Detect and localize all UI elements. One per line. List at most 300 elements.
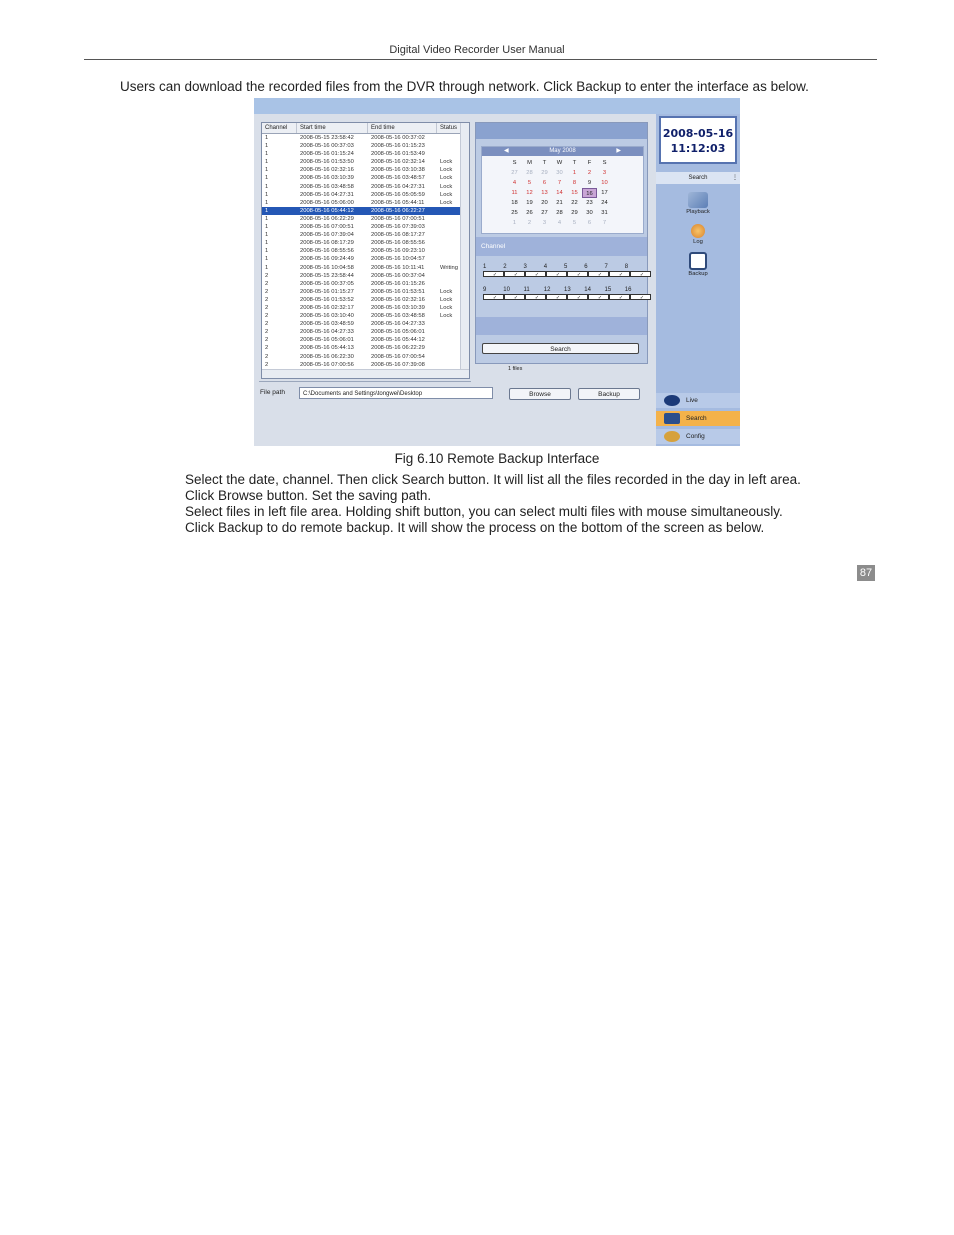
- table-row[interactable]: [262, 134, 469, 142]
- table-cell: 2: [265, 345, 269, 352]
- table-cell: [437, 361, 461, 369]
- table-cell: [437, 328, 461, 336]
- intro-paragraph: Users can download the recorded files from the DVR through network. Click Backup to enter the interface as below.: [120, 79, 809, 94]
- calendar-day[interactable]: 10: [601, 180, 608, 186]
- calendar-day[interactable]: 28: [556, 210, 563, 216]
- table-cell: 2008-05-16 07:39:04: [300, 232, 354, 239]
- log-label: Log: [693, 239, 703, 245]
- calendar-day[interactable]: 4: [512, 180, 517, 186]
- file-list-rows: [262, 134, 469, 369]
- table-row[interactable]: [262, 255, 469, 263]
- right-nav-panel: [656, 114, 740, 446]
- backup-button[interactable]: Backup: [578, 388, 640, 400]
- calendar-day[interactable]: 27: [511, 170, 518, 176]
- channel-checkbox[interactable]: ✓: [609, 294, 630, 300]
- calendar-day[interactable]: 2: [587, 170, 592, 176]
- table-cell: 2: [265, 288, 269, 295]
- table-cell: 2: [265, 272, 269, 279]
- table-cell: 1: [265, 135, 269, 141]
- table-cell: Lock: [440, 183, 453, 190]
- table-row[interactable]: [262, 174, 469, 182]
- table-cell: 2008-05-16 06:22:27: [371, 207, 425, 214]
- table-cell: 1: [265, 159, 269, 166]
- calendar-day[interactable]: 9: [587, 180, 592, 186]
- calendar-day[interactable]: 4: [557, 220, 562, 226]
- instruction-3: Select files in left file area. Holding shift button, you can select multi files with mouse simultaneously.: [185, 504, 783, 519]
- table-row[interactable]: [262, 264, 469, 272]
- table-cell: 2008-05-16 05:06:00: [300, 199, 354, 206]
- instruction-2: Click Browse button. Set the saving path.: [185, 488, 432, 503]
- channel-number: 4: [543, 264, 548, 270]
- right-search-tab[interactable]: [656, 172, 740, 184]
- channel-checkbox[interactable]: ✓: [567, 294, 588, 300]
- weekday-label: S: [602, 160, 607, 166]
- calendar-day[interactable]: 23: [586, 200, 593, 206]
- table-cell: 2008-05-16 02:32:16: [300, 167, 354, 174]
- file-list[interactable]: [261, 122, 470, 379]
- table-cell: [437, 353, 461, 361]
- search-button[interactable]: Search: [482, 343, 639, 354]
- channel-checkbox[interactable]: ✓: [504, 271, 525, 277]
- table-row[interactable]: [262, 223, 469, 231]
- calendar-day[interactable]: 22: [571, 200, 578, 206]
- instruction-4: Click Backup to do remote backup. It will show the process on the bottom of the screen as below.: [185, 520, 765, 535]
- table-row[interactable]: [262, 353, 469, 361]
- window-top-band: [254, 98, 740, 114]
- table-cell: 2008-05-16 03:48:59: [300, 321, 354, 328]
- column-header-end-time[interactable]: End time: [368, 123, 437, 133]
- table-cell: 2008-05-16 01:15:26: [371, 280, 425, 287]
- channel-checkbox-row: [480, 271, 645, 280]
- table-row[interactable]: [262, 239, 469, 247]
- table-cell: 1: [265, 256, 269, 263]
- channel-number: 3: [523, 264, 527, 270]
- channel-checkbox[interactable]: ✓: [546, 294, 567, 300]
- search-panel-header: [476, 123, 647, 139]
- table-row[interactable]: [262, 361, 469, 369]
- channel-number: 7: [604, 264, 608, 270]
- calendar-day[interactable]: 12: [526, 190, 533, 196]
- channel-checkbox[interactable]: ✓: [483, 271, 504, 277]
- channel-cell: [480, 294, 501, 303]
- table-row[interactable]: [262, 320, 469, 328]
- table-cell: Lock: [440, 167, 453, 174]
- table-cell: 2008-05-16 05:44:12: [371, 337, 425, 344]
- table-cell: 2: [265, 296, 269, 303]
- channel-cell: [522, 271, 543, 280]
- table-cell: 2008-05-16 01:15:24: [300, 151, 354, 158]
- search-icon: [664, 413, 680, 424]
- table-cell: 2008-05-16 08:55:56: [300, 248, 354, 255]
- table-cell: [437, 272, 461, 280]
- search-panel: [475, 122, 648, 364]
- table-cell: [437, 223, 461, 231]
- table-cell: [437, 320, 461, 328]
- table-cell: 2008-05-16 00:37:04: [371, 272, 425, 279]
- time-display: 11:12:03: [670, 142, 726, 155]
- column-header-channel[interactable]: Channel: [262, 123, 297, 133]
- calendar-day[interactable]: 6: [587, 220, 592, 226]
- table-cell: 1: [265, 215, 269, 222]
- table-cell: [437, 134, 461, 142]
- table-row[interactable]: [262, 199, 469, 207]
- search-band: [476, 317, 647, 335]
- calendar-month-bar: [482, 147, 643, 156]
- backup-item[interactable]: [656, 252, 740, 277]
- table-cell: [437, 247, 461, 255]
- nav-live-label: Live: [686, 397, 698, 404]
- table-cell: [437, 255, 461, 263]
- table-cell: 2: [265, 280, 269, 287]
- playback-icon: [688, 192, 708, 208]
- table-cell: 2: [265, 337, 269, 344]
- table-row[interactable]: [262, 142, 469, 150]
- channel-number: 6: [584, 264, 588, 270]
- table-row[interactable]: [262, 304, 469, 312]
- calendar-day[interactable]: 2: [527, 220, 532, 226]
- table-cell: 2008-05-16 02:32:14: [371, 159, 425, 166]
- table-cell: 2008-05-16 03:48:57: [371, 175, 425, 182]
- table-cell: 2008-05-16 07:00:51: [371, 215, 425, 222]
- table-cell: 1: [265, 151, 269, 158]
- table-cell: 2008-05-16 05:44:13: [300, 345, 354, 352]
- channel-cell: [585, 271, 606, 280]
- table-cell: 2008-05-16 01:53:50: [300, 159, 354, 166]
- table-cell: 2008-05-16 05:06:01: [300, 337, 354, 344]
- table-cell: [437, 215, 461, 223]
- calendar-day[interactable]: 19: [526, 200, 533, 206]
- channel-number: 5: [564, 264, 568, 270]
- table-cell: 2008-05-16 01:53:51: [371, 288, 425, 295]
- table-row[interactable]: [262, 150, 469, 158]
- table-cell: 2008-05-16 03:10:38: [371, 167, 425, 174]
- table-row[interactable]: [262, 207, 469, 215]
- header-rule: [84, 59, 877, 60]
- instruction-1: Select the date, channel. Then click Search button. It will list all the files recorded in the day in left area.: [185, 472, 801, 487]
- table-cell: 2008-05-16 07:00:54: [371, 353, 425, 360]
- table-cell: [437, 231, 461, 239]
- table-cell: 2008-05-16 01:15:23: [371, 143, 425, 150]
- file-area-divider: [259, 381, 471, 382]
- table-cell: 1: [265, 143, 269, 150]
- calendar-day[interactable]: 3: [542, 220, 547, 226]
- table-cell: 2008-05-16 00:37:05: [300, 280, 354, 287]
- table-cell: 2008-05-16 04:27:31: [371, 183, 425, 190]
- table-cell: 2008-05-16 03:10:40: [300, 313, 354, 320]
- table-cell: 2008-05-16 01:15:27: [300, 288, 354, 295]
- figure-caption: Fig 6.10 Remote Backup Interface: [394, 451, 600, 466]
- channel-checkbox[interactable]: ✓: [525, 271, 546, 277]
- nav-live-button[interactable]: [656, 393, 740, 408]
- file-path-label: File path: [260, 389, 285, 396]
- table-cell: 2008-05-16 03:48:58: [300, 183, 354, 190]
- calendar-day[interactable]: 30: [556, 170, 563, 176]
- calendar-day[interactable]: 31: [601, 210, 608, 216]
- channel-cell: [543, 271, 564, 280]
- channel-cell: [501, 294, 522, 303]
- calendar-grid: [507, 158, 617, 228]
- table-row[interactable]: [262, 166, 469, 174]
- channel-cell: [564, 294, 585, 303]
- calendar-day[interactable]: 25: [511, 210, 518, 216]
- weekday-label: F: [587, 160, 592, 166]
- table-cell: 2008-05-16 00:37:02: [371, 135, 425, 141]
- running-header: Digital Video Recorder User Manual: [389, 44, 565, 56]
- channel-checkbox[interactable]: ✓: [609, 271, 630, 277]
- table-cell: 2008-05-16 07:39:08: [371, 361, 425, 368]
- channel-cell: [480, 271, 501, 280]
- file-list-header: [262, 123, 469, 134]
- calendar-day[interactable]: 20: [541, 200, 548, 206]
- calendar-day[interactable]: 28: [526, 170, 533, 176]
- table-cell: Lock: [440, 304, 453, 311]
- calendar-day[interactable]: 1: [572, 170, 577, 176]
- table-cell: [437, 207, 461, 215]
- table-row[interactable]: [262, 312, 469, 320]
- table-cell: 2008-05-15 23:58:44: [300, 272, 354, 279]
- table-cell: 2008-05-16 05:06:01: [371, 329, 425, 336]
- calendar-day[interactable]: 13: [541, 190, 548, 196]
- table-row[interactable]: [262, 336, 469, 344]
- table-cell: 2008-05-16 09:23:10: [371, 248, 425, 255]
- table-cell: 1: [265, 264, 269, 271]
- weekday-label: M: [527, 160, 532, 166]
- channel-checkbox[interactable]: ✓: [483, 294, 504, 300]
- calendar-day[interactable]: 7: [602, 220, 607, 226]
- table-cell: 2008-05-16 03:10:39: [300, 175, 354, 182]
- table-cell: 2008-05-16 08:55:56: [371, 240, 425, 247]
- calendar-day[interactable]: 29: [571, 210, 578, 216]
- table-cell: 2: [265, 353, 269, 360]
- log-item[interactable]: [656, 224, 740, 245]
- table-cell: 2008-05-16 04:27:33: [371, 321, 425, 328]
- calendar-day[interactable]: 21: [556, 200, 563, 206]
- table-row[interactable]: [262, 296, 469, 304]
- prev-month-icon[interactable]: ◀: [504, 148, 509, 154]
- column-header-status[interactable]: Status: [437, 123, 461, 133]
- calendar-week-row: [507, 168, 617, 178]
- table-cell: 1: [265, 248, 269, 255]
- channel-checkbox-row: [480, 294, 645, 303]
- channel-number: 16: [624, 287, 632, 293]
- table-row[interactable]: [262, 215, 469, 223]
- table-row[interactable]: [262, 328, 469, 336]
- channel-label: Channel: [481, 243, 506, 250]
- eye-icon: [664, 395, 680, 406]
- table-row[interactable]: [262, 158, 469, 166]
- table-cell: [437, 344, 461, 352]
- table-cell: 2008-05-16 10:11:41: [371, 264, 425, 271]
- channel-checkbox[interactable]: ✓: [504, 294, 525, 300]
- calendar-day[interactable]: 30: [586, 210, 593, 216]
- channel-cell: [522, 294, 543, 303]
- table-cell: 2008-05-16 10:04:58: [300, 264, 354, 271]
- table-cell: 2: [265, 321, 269, 328]
- table-cell: 2008-05-16 03:10:39: [371, 304, 425, 311]
- channel-number: 8: [624, 264, 629, 270]
- channel-number: 15: [604, 287, 612, 293]
- browse-button[interactable]: Browse: [509, 388, 571, 400]
- table-cell: [437, 336, 461, 344]
- calendar-day[interactable]: 15: [571, 190, 578, 196]
- table-cell: 2008-05-16 09:24:49: [300, 256, 354, 263]
- nav-config-button[interactable]: [656, 429, 740, 444]
- channel-checkbox[interactable]: ✓: [546, 271, 567, 277]
- calendar-day[interactable]: 29: [541, 170, 548, 176]
- table-cell: 2008-05-15 23:58:42: [300, 135, 354, 141]
- channel-checkbox[interactable]: ✓: [630, 271, 651, 277]
- table-cell: Lock: [440, 199, 453, 206]
- playback-label: Playback: [686, 209, 710, 215]
- horizontal-scrollbar[interactable]: [262, 369, 469, 378]
- table-cell: 1: [265, 240, 269, 247]
- table-cell: 1: [265, 207, 269, 214]
- channel-cell: [606, 271, 627, 280]
- table-cell: [437, 150, 461, 158]
- table-cell: 1: [265, 224, 269, 231]
- calendar-day[interactable]: 5: [527, 180, 532, 186]
- calendar-day[interactable]: 8: [572, 180, 577, 186]
- calendar-day[interactable]: 26: [526, 210, 533, 216]
- table-cell: 2008-05-16 05:44:11: [371, 199, 425, 206]
- calendar-day[interactable]: 24: [601, 200, 608, 206]
- next-month-icon[interactable]: ▶: [616, 148, 621, 154]
- calendar-day[interactable]: 1: [512, 220, 517, 226]
- calendar-day[interactable]: 14: [556, 190, 563, 196]
- table-cell: 1: [265, 232, 269, 239]
- calendar-week-row: [507, 208, 617, 218]
- column-header-start-time[interactable]: Start time: [297, 123, 368, 133]
- channel-number: 9: [483, 287, 487, 293]
- channel-grid: [480, 263, 645, 303]
- table-row[interactable]: [262, 231, 469, 239]
- channel-number: 2: [503, 264, 507, 270]
- file-path-input[interactable]: C:\Documents and Settings\tongwei\Desktop: [299, 387, 493, 399]
- channel-number-row: [480, 263, 642, 271]
- channel-number-row: [480, 286, 642, 294]
- table-cell: [437, 239, 461, 247]
- table-row[interactable]: [262, 247, 469, 255]
- channel-checkbox[interactable]: ✓: [588, 294, 609, 300]
- date-display: 2008-05-16: [662, 127, 734, 140]
- channel-checkbox[interactable]: ✓: [525, 294, 546, 300]
- calendar-week-row: [507, 218, 617, 228]
- table-cell: 2008-05-16 05:05:59: [371, 191, 425, 198]
- table-row[interactable]: [262, 288, 469, 296]
- calendar-day[interactable]: 11: [511, 190, 518, 196]
- vertical-scrollbar[interactable]: [460, 123, 469, 370]
- log-icon: [691, 224, 705, 238]
- calendar-day[interactable]: 7: [557, 180, 562, 186]
- calendar-day[interactable]: 6: [542, 180, 547, 186]
- right-search-label: Search: [688, 175, 708, 181]
- table-cell: 2008-05-16 07:00:56: [300, 361, 354, 368]
- calendar-day[interactable]: 3: [602, 170, 607, 176]
- backup-icon: [689, 252, 707, 270]
- channel-checkbox[interactable]: ✓: [588, 271, 609, 277]
- channel-cell: [627, 271, 648, 280]
- table-row[interactable]: [262, 272, 469, 280]
- calendar-week-row: [507, 178, 617, 188]
- table-row[interactable]: [262, 280, 469, 288]
- table-cell: 2008-05-16 10:04:57: [371, 256, 425, 263]
- table-row[interactable]: [262, 344, 469, 352]
- calendar-day[interactable]: 5: [572, 220, 577, 226]
- calendar-month-label: May 2008: [549, 148, 576, 154]
- table-cell: 2008-05-16 02:32:17: [300, 304, 354, 311]
- table-cell: 2008-05-16 04:27:33: [300, 329, 354, 336]
- weekday-label: S: [512, 160, 517, 166]
- channel-cell: [543, 294, 564, 303]
- table-cell: 1: [265, 191, 269, 198]
- channel-number: 11: [523, 287, 530, 293]
- calendar-day[interactable]: 17: [601, 190, 608, 196]
- table-cell: 2: [265, 313, 269, 320]
- table-cell: 2008-05-16 01:53:52: [300, 296, 354, 303]
- channel-checkbox[interactable]: ✓: [567, 271, 588, 277]
- table-cell: Lock: [440, 313, 453, 320]
- channel-cell: [564, 271, 585, 280]
- playback-item[interactable]: [656, 192, 740, 215]
- table-cell: 1: [265, 199, 269, 206]
- nav-config-label: Config: [686, 433, 705, 440]
- calendar-day[interactable]: 18: [511, 200, 518, 206]
- table-cell: 2008-05-16 06:22:29: [300, 215, 354, 222]
- channel-number: 1: [483, 264, 487, 270]
- table-cell: 2008-05-16 08:17:27: [371, 232, 425, 239]
- channel-cell: [585, 294, 606, 303]
- calendar-day[interactable]: 27: [541, 210, 548, 216]
- table-cell: 2008-05-16 04:27:31: [300, 191, 354, 198]
- channel-cell: [606, 294, 627, 303]
- backup-label: Backup: [688, 271, 708, 277]
- nav-search-button[interactable]: [656, 411, 740, 426]
- remote-backup-screenshot: [254, 98, 740, 446]
- table-cell: 2: [265, 329, 269, 336]
- table-cell: 2008-05-16 03:48:58: [371, 313, 425, 320]
- channel-cell: [501, 271, 522, 280]
- files-count: 1 files: [508, 366, 523, 372]
- calendar-weekday-row: [507, 158, 617, 168]
- table-cell: 1: [265, 167, 269, 174]
- channel-checkbox[interactable]: ✓: [630, 294, 651, 300]
- table-cell: Lock: [440, 288, 453, 295]
- table-cell: Lock: [440, 175, 453, 182]
- calendar-day[interactable]: 16: [582, 188, 597, 198]
- table-cell: 1: [265, 183, 269, 190]
- table-cell: 1: [265, 175, 269, 182]
- table-cell: 2008-05-16 01:53:49: [371, 151, 425, 158]
- channel-number: 10: [503, 287, 510, 293]
- table-row[interactable]: [262, 183, 469, 191]
- table-cell: 2008-05-16 06:22:29: [371, 345, 425, 352]
- table-cell: Lock: [440, 296, 453, 303]
- weekday-label: T: [542, 160, 547, 166]
- nav-search-label: Search: [686, 415, 707, 422]
- weekday-label: W: [556, 160, 563, 166]
- calendar-week-row: [507, 188, 617, 198]
- table-cell: 2008-05-16 02:32:16: [371, 296, 425, 303]
- table-cell: 2008-05-16 08:17:29: [300, 240, 354, 247]
- table-row[interactable]: [262, 191, 469, 199]
- calendar-week-row: [507, 198, 617, 208]
- table-cell: Lock: [440, 159, 453, 166]
- table-cell: Lock: [440, 191, 453, 198]
- page-number: 87: [857, 565, 875, 581]
- right-search-handle-icon: ⋮: [732, 175, 738, 181]
- table-cell: 2: [265, 361, 269, 368]
- table-cell: [437, 280, 461, 288]
